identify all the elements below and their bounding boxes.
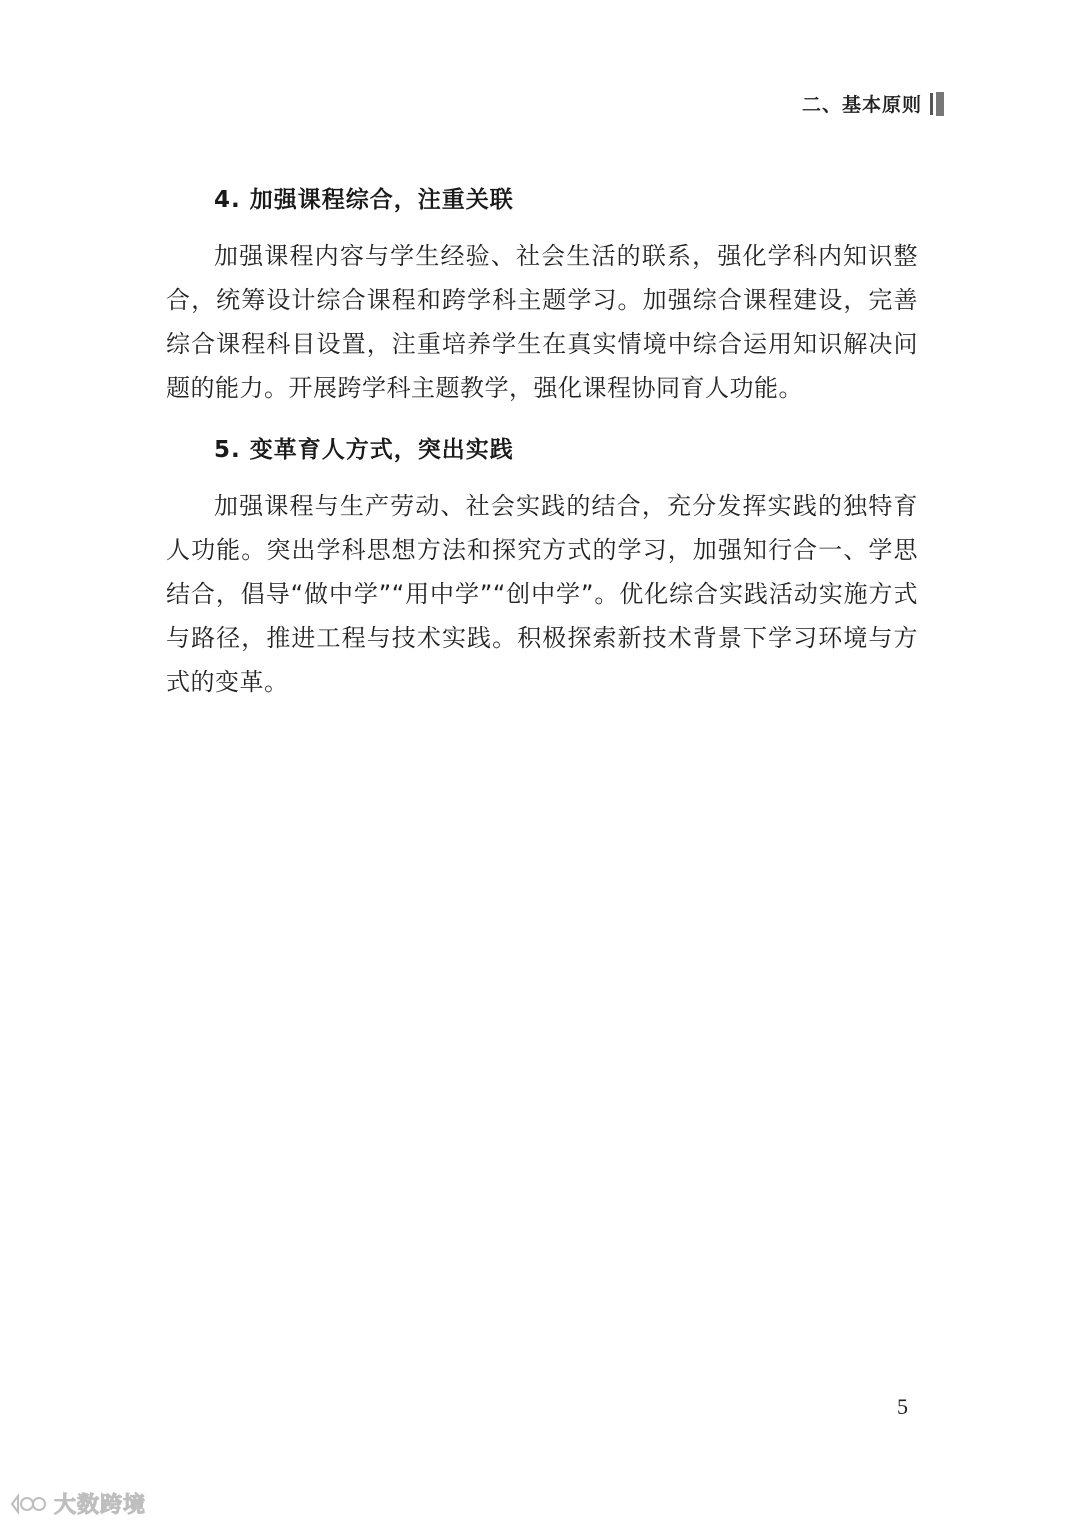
running-header-title: 二、基本原则 [801,94,922,116]
main-content [166,178,918,704]
running-header [802,90,944,117]
section-paragraph: 加强课程内容与学生经验、社会生活的联系，强化学科内知识整合，统筹设计综合课程和跨学科主题学习。加强综合课程建设，完善综合课程科目设置，注重培养学生在真实情境中综合运用知识解决问题的能力。开展跨学科主题教学，强化课程协同育人功能。 [166,242,918,402]
watermark-logo-icon [8,1491,48,1517]
section-4 [166,178,918,410]
section-heading: 5. 变革育人方式，突出实践 [214,437,514,463]
header-thin-bar [930,93,933,115]
header-bar-marks [930,92,944,116]
section-heading: 4. 加强课程综合，注重关联 [214,187,514,213]
page-number: 5 [897,1394,908,1419]
header-thick-bar [936,92,944,116]
section-5 [166,428,918,704]
section-paragraph: 加强课程与生产劳动、社会实践的结合，充分发挥实践的独特育人功能。突出学科思想方法和探究方式的学习，加强知行合一、学思结合，倡导“做中学”“用中学”“创中学”。优化综合实践活动实施方式与路径，推进工程与技术实践。积极探索新技术背景下学习环境与方式的变革。 [166,492,918,696]
watermark-text: 大数跨境 [54,1493,147,1518]
watermark [8,1488,146,1519]
